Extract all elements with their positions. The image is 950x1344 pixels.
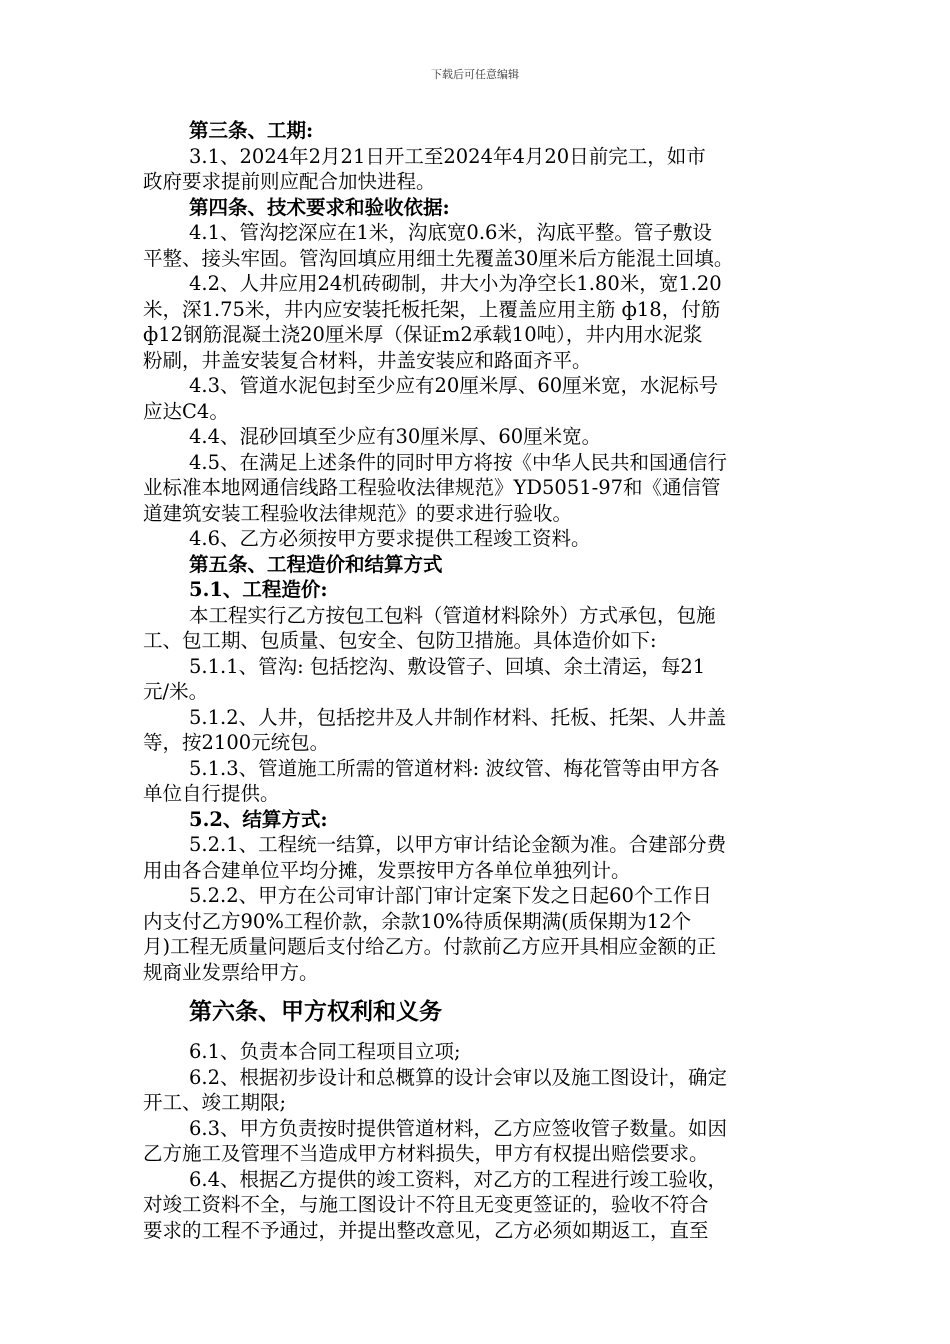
text-line: 5.2.2、甲方在公司审计部门审计定案下发之日起60个工作日 [189,884,712,907]
text-line: 6.2、根据初步设计和总概算的设计会审以及施工图设计，确定 [189,1065,728,1089]
text-line: 4.1、管沟挖深应在1米，沟底宽0.6米，沟底平整。管子敷设 [189,221,712,244]
text-line: 政府要求提前则应配合加快进程。 [143,170,436,193]
text-line: 4.4、混砂回填至少应有30厘米厚、60厘米宽。 [189,425,602,448]
text-line: 应达C4。 [143,399,229,423]
section-heading: 5.1、工程造价: [189,578,328,601]
text-line: 道建筑安装工程验收法律规范》的要求进行验收。 [143,501,573,525]
text-line: 等，按2100元统包。 [143,731,330,754]
section-heading: 第六条、甲方权利和义务 [189,998,442,1025]
text-line: 业标准本地网通信线路工程验收法律规范》YD5051-97和《通信管 [143,476,721,499]
text-line: 月)工程无质量问题后支付给乙方。付款前乙方应开具相应金额的正 [143,935,717,958]
text-line: 开工、竣工期限; [143,1091,287,1114]
section-heading: 第五条、工程造价和结算方式 [189,552,443,576]
text-line: 用由各合建单位平均分摊，发票按甲方各单位单独列计。 [143,858,631,882]
text-line: 4.3、管道水泥包封至少应有20厘米厚、60厘米宽，水泥标号 [189,374,719,397]
text-line: 米，深1.75米，井内应安装托板托架，上覆盖应用主筋 ф18，付筋 [143,297,721,321]
section-heading: 第三条、工期: [189,119,314,142]
text-line: 工、包工期、包质量、包安全、包防卫措施。具体造价如下: [143,629,657,652]
section-heading: 第四条、技术要求和验收依据: [189,195,450,219]
text-line: 对竣工资料不全，与施工图设计不符且无变更签证的，验收不符合 [143,1193,709,1216]
page-header: 下载后可任意编辑 [431,68,519,81]
text-line: 4.5、在满足上述条件的同时甲方将按《中华人民共和国通信行 [189,450,728,474]
text-line: 4.2、人井应用24机砖砌制，井大小为净空长1.80米，宽1.20 [189,272,722,295]
text-line: 6.1、负责本合同工程项目立项; [189,1040,461,1063]
text-line: 单位自行提供。 [143,782,280,805]
text-line: 粉刷，井盖安装复合材料，井盖安装应和路面齐平。 [143,348,592,372]
text-line: 本工程实行乙方按包工包料（管道材料除外）方式承包，包施 [189,603,716,627]
text-line: 5.2.1、工程统一结算，以甲方审计结论金额为准。合建部分费 [189,833,727,856]
text-line: 元/米。 [143,680,209,703]
text-line: 3.1、2024年2月21日开工至2024年4月20日前完工，如市 [189,144,706,168]
text-line: 内支付乙方90%工程价款，余款10%待质保期满(质保期为12个 [143,909,692,933]
text-line: 5.1.3、管道施工所需的管道材料: 波纹管、梅花管等由甲方各 [189,756,720,780]
text-line: 4.6、乙方必须按甲方要求提供工程竣工资料。 [189,527,591,550]
text-line: 要求的工程不予通过，并提出整改意见，乙方必须如期返工，直至 [143,1218,709,1242]
text-line: 5.1.1、管沟: 包括挖沟、敷设管子、回填、余土清运，每21 [189,654,706,678]
text-line: 平整、接头牢固。管沟回填应用细土先覆盖30厘米后方能混土回填。 [143,246,734,270]
text-line: 5.1.2、人井，包括挖井及人井制作材料、托板、托架、人井盖 [189,705,727,729]
text-line: ф12钢筋混凝土浇20厘米厚（保证m2承载10吨），井内用水泥浆 [143,323,703,346]
text-line: 规商业发票给甲方。 [143,960,319,984]
text-line: 6.3、甲方负责按时提供管道材料，乙方应签收管子数量。如因 [189,1116,728,1140]
text-line: 乙方施工及管理不当造成甲方材料损失，甲方有权提出赔偿要求。 [143,1142,709,1165]
document-body [143,118,808,1243]
text-line: 6.4、根据乙方提供的竣工资料，对乙方的工程进行竣工验收， [189,1167,728,1191]
section-heading: 5.2、结算方式: [189,807,328,831]
